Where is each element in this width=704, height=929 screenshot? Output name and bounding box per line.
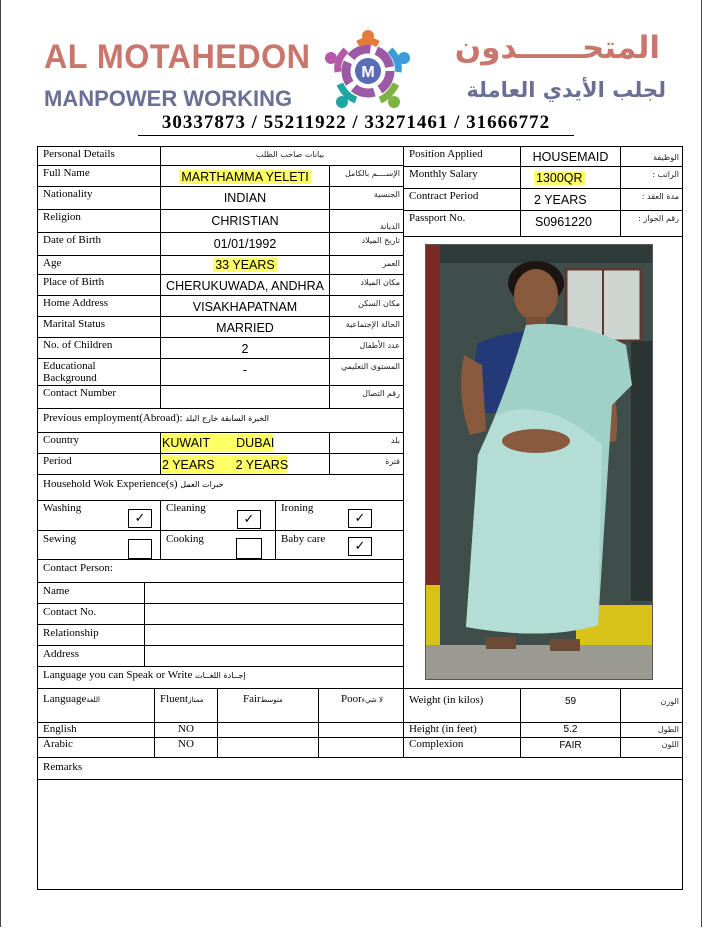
washing-label: Washing	[43, 502, 82, 514]
full-name-value: MARTHAMMA YELETI	[181, 170, 309, 184]
sewing-label: Sewing	[43, 533, 76, 545]
salary-value-cell	[520, 166, 621, 189]
education-value: -	[160, 358, 330, 386]
dob-ar: تاريخ الميلاد	[329, 232, 404, 256]
remarks-label: Remarks	[37, 757, 683, 780]
position-applied-ar: الوظيفة	[620, 146, 683, 167]
marital-label: Marital Status	[37, 316, 161, 338]
pob-label: Place of Birth	[37, 274, 161, 296]
company-tagline-ar: لجلب الأيدي العاملة	[466, 78, 666, 102]
address-label: Home Address	[37, 295, 161, 317]
position-applied-label: Position Applied	[403, 146, 521, 167]
religion-ar: الديانة	[329, 209, 404, 233]
country-1: KUWAIT	[162, 436, 211, 450]
weight-value: 59	[520, 688, 621, 723]
height-ar: الطول	[620, 722, 683, 738]
period-1: 2 YEARS	[162, 458, 215, 472]
pob-value: CHERUKUWADA, ANDHRA	[160, 274, 330, 296]
contact-number-label: Contact Number	[37, 385, 161, 409]
children-ar: عدد الأطفال	[329, 337, 404, 359]
babycare-checkbox[interactable]: ✓	[348, 537, 372, 556]
period-2: 2 YEARS	[235, 458, 289, 472]
remarks-box	[37, 779, 683, 890]
country-label: Country	[37, 432, 161, 454]
cp-contact-no-label: Contact No.	[37, 603, 145, 625]
logo-letter: M	[361, 64, 375, 81]
lang-col-poor: Poorلا شيء	[318, 688, 404, 723]
contract-label: Contract Period	[403, 188, 521, 211]
full-name-value-cell	[160, 165, 330, 187]
nationality-value: INDIAN	[160, 186, 330, 210]
salary-ar: الراتب :	[620, 166, 683, 189]
religion-value: CHRISTIAN	[160, 209, 330, 233]
cooking-label: Cooking	[166, 533, 204, 545]
lang-row-arabic: Arabic	[37, 737, 155, 758]
contact-person-label: Contact Person:	[37, 559, 404, 583]
cooking-checkbox[interactable]	[236, 538, 262, 559]
lang-arabic-fair	[217, 737, 319, 758]
marital-value: MARRIED	[160, 316, 330, 338]
ironing-cell	[275, 500, 404, 531]
personal-details-ar: بيانات صاحب الطلب	[160, 146, 404, 166]
company-name-ar: المتحــــــدون	[454, 30, 660, 66]
personal-details-label: Personal Details	[37, 146, 161, 166]
babycare-label: Baby care	[281, 533, 326, 545]
ironing-checkbox[interactable]: ✓	[348, 509, 372, 528]
cleaning-label: Cleaning	[166, 502, 206, 514]
lang-row-english: English	[37, 722, 155, 738]
phone-numbers: 30337873 / 55211922 / 33271461 / 31666772	[138, 112, 574, 136]
full-name-label: Full Name	[37, 165, 161, 187]
cp-name-label: Name	[37, 582, 145, 604]
lang-english-fair	[217, 722, 319, 738]
marital-ar: الحالة الإجتماعية	[329, 316, 404, 338]
country-value-cell	[160, 432, 330, 454]
language-section-label: Language you can Speak or Write إجــادة اللغــات	[37, 666, 404, 689]
lang-col-fluent: Fluentممتاز	[154, 688, 218, 723]
religion-label: Religion	[37, 209, 161, 233]
period-values	[162, 455, 287, 473]
contact-number-ar: رقم التصال	[329, 385, 404, 409]
cp-relationship-label: Relationship	[37, 624, 145, 646]
period-ar: فترة	[329, 453, 404, 475]
position-applied-value: HOUSEMAID	[520, 146, 621, 167]
height-label: Height (in feet)	[403, 722, 521, 738]
passport-ar: رقم الجواز :	[620, 210, 683, 237]
babycare-cell	[275, 530, 404, 560]
contract-value: 2 YEARS	[520, 188, 621, 211]
company-logo	[318, 28, 418, 114]
cleaning-checkbox[interactable]: ✓	[237, 510, 261, 529]
children-value: 2	[160, 337, 330, 359]
full-name-ar: الإســــم بالكامل	[329, 165, 404, 187]
children-label: No. of Children	[37, 337, 161, 359]
complexion-ar: اللون	[620, 737, 683, 758]
sewing-checkbox[interactable]	[128, 539, 152, 559]
cp-address-value	[144, 645, 404, 667]
passport-value: S0961220	[520, 210, 621, 237]
salary-label: Monthly Salary	[403, 166, 521, 189]
dob-label: Date of Birth	[37, 232, 161, 256]
company-name-en: AL MOTAHEDON	[44, 38, 311, 76]
weight-label: Weight (in kilos)	[403, 688, 521, 723]
period-value-cell	[160, 453, 330, 475]
nationality-ar: الجنسية	[329, 186, 404, 210]
lang-arabic-poor	[318, 737, 404, 758]
address-value: VISAKHAPATNAM	[160, 295, 330, 317]
nationality-label: Nationality	[37, 186, 161, 210]
education-ar: المستوى التعليمي	[329, 358, 404, 386]
cp-name-value	[144, 582, 404, 604]
contact-number-value	[160, 385, 330, 409]
company-tagline-en: MANPOWER WORKING	[44, 86, 293, 111]
lang-english-fluent: NO	[154, 722, 218, 738]
complexion-label: Complexion	[403, 737, 521, 758]
applicant-photo	[425, 244, 653, 680]
education-label: Educational Background	[37, 358, 161, 386]
country-values	[162, 434, 273, 452]
lang-arabic-fluent: NO	[154, 737, 218, 758]
dob-value: 01/01/1992	[160, 232, 330, 256]
passport-label: Passport No.	[403, 210, 521, 237]
period-label: Period	[37, 453, 161, 475]
lang-english-poor	[318, 722, 404, 738]
cp-address-label: Address	[37, 645, 145, 667]
salary-value: 1300QR	[536, 171, 583, 185]
cp-relationship-value	[144, 624, 404, 646]
age-label: Age	[37, 255, 161, 275]
height-value: 5.2	[520, 722, 621, 738]
country-ar: بلد	[329, 432, 404, 454]
weight-ar: الوزن	[620, 688, 683, 723]
age-value: 33 YEARS	[215, 258, 275, 272]
address-ar: مكان السكن	[329, 295, 404, 317]
household-experience-label: Household Wok Experience(s) خبرات العمل	[37, 474, 404, 501]
washing-checkbox[interactable]: ✓	[128, 509, 152, 528]
lang-col-language: Languageاللغة	[37, 688, 155, 723]
cp-contact-no-value	[144, 603, 404, 625]
ironing-label: Ironing	[281, 502, 314, 514]
age-value-cell	[160, 255, 330, 275]
previous-employment-label: Previous employment(Abroad): الخبرة السابقة خارج البلد	[37, 408, 404, 433]
pob-ar: مكان الميلاد	[329, 274, 404, 296]
country-2: DUBAI	[236, 436, 275, 450]
contract-ar: مدة العقد :	[620, 188, 683, 211]
complexion-value: FAIR	[520, 737, 621, 758]
age-ar: العمر	[329, 255, 404, 275]
lang-col-fair: Fairمتوسط	[217, 688, 319, 723]
